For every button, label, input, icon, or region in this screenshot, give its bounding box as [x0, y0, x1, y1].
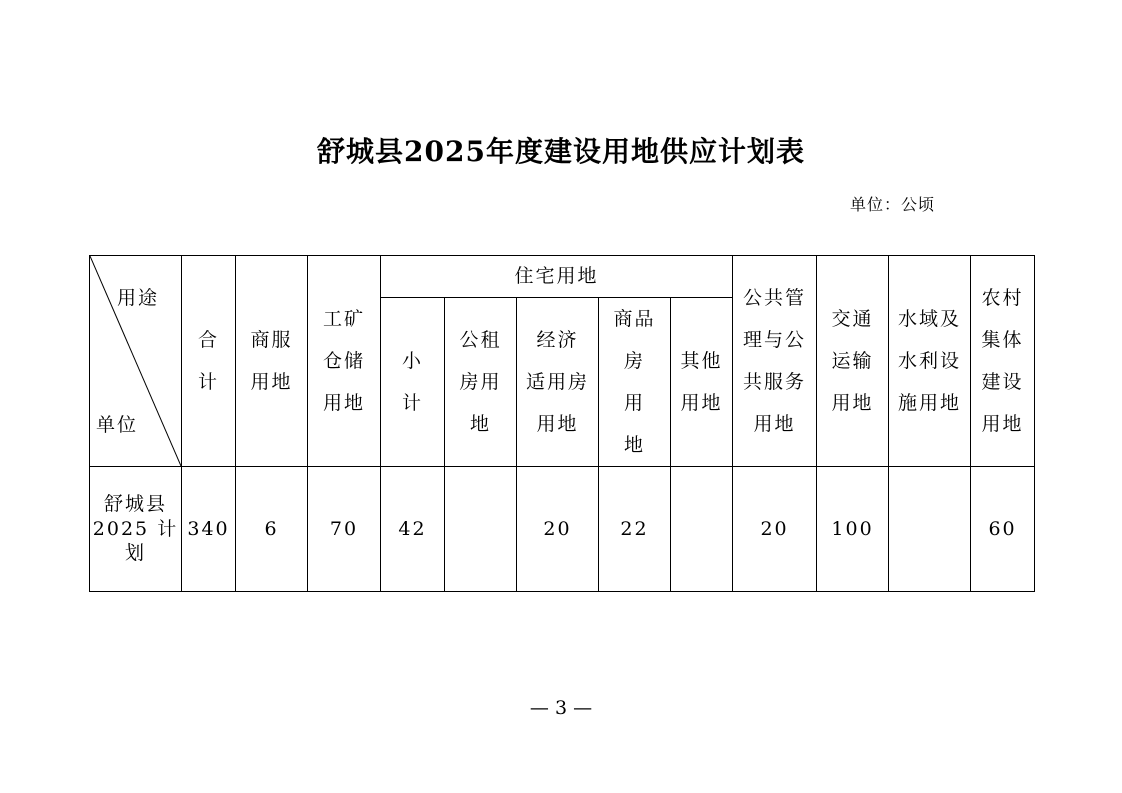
header-transport: 交通 运输 用地 [817, 256, 889, 467]
header-industrial: 工矿 仓储 用地 [308, 256, 381, 467]
corner-usage-label: 用途 [116, 287, 159, 309]
cell-public-service: 20 [733, 467, 817, 592]
corner-header-cell [90, 256, 182, 467]
document-title: 舒城县2025年度建设用地供应计划表 [317, 135, 805, 168]
cell-residential-subtotal: 42 [381, 467, 445, 592]
header-other-residential: 其他 用地 [671, 298, 733, 467]
header-commercial: 商服 用地 [236, 256, 308, 467]
header-public-service: 公共管 理与公 共服务 用地 [733, 256, 817, 467]
cell-other-residential [671, 467, 733, 592]
cell-commodity: 22 [599, 467, 671, 592]
header-commodity: 商品 房 用 地 [599, 298, 671, 467]
cell-transport: 100 [817, 467, 889, 592]
page-number: — 3 — [529, 697, 593, 719]
header-residential-group: 住宅用地 [381, 256, 733, 298]
cell-total: 340 [182, 467, 236, 592]
cell-industrial: 70 [308, 467, 381, 592]
header-rural: 农村 集体 建设 用地 [971, 256, 1035, 467]
cell-water [889, 467, 971, 592]
header-public-rental: 公租 房用 地 [445, 298, 517, 467]
header-affordable: 经济 适用房 用地 [517, 298, 599, 467]
header-row-1 [90, 256, 1035, 298]
header-residential-subtotal: 小 计 [381, 298, 445, 467]
cell-public-rental [445, 467, 517, 592]
cell-affordable: 20 [517, 467, 599, 592]
cell-commercial: 6 [236, 467, 308, 592]
cell-rural: 60 [971, 467, 1035, 592]
unit-note: 单位：公顷 [850, 195, 936, 214]
table-row [90, 467, 1035, 592]
header-water: 水域及 水利设 施用地 [889, 256, 971, 467]
corner-unit-label: 单位 [96, 414, 139, 437]
header-total: 合 计 [182, 256, 236, 467]
land-supply-plan-table [89, 255, 1035, 592]
row-unit-label: 舒城县 2025 计 划 [90, 467, 182, 592]
